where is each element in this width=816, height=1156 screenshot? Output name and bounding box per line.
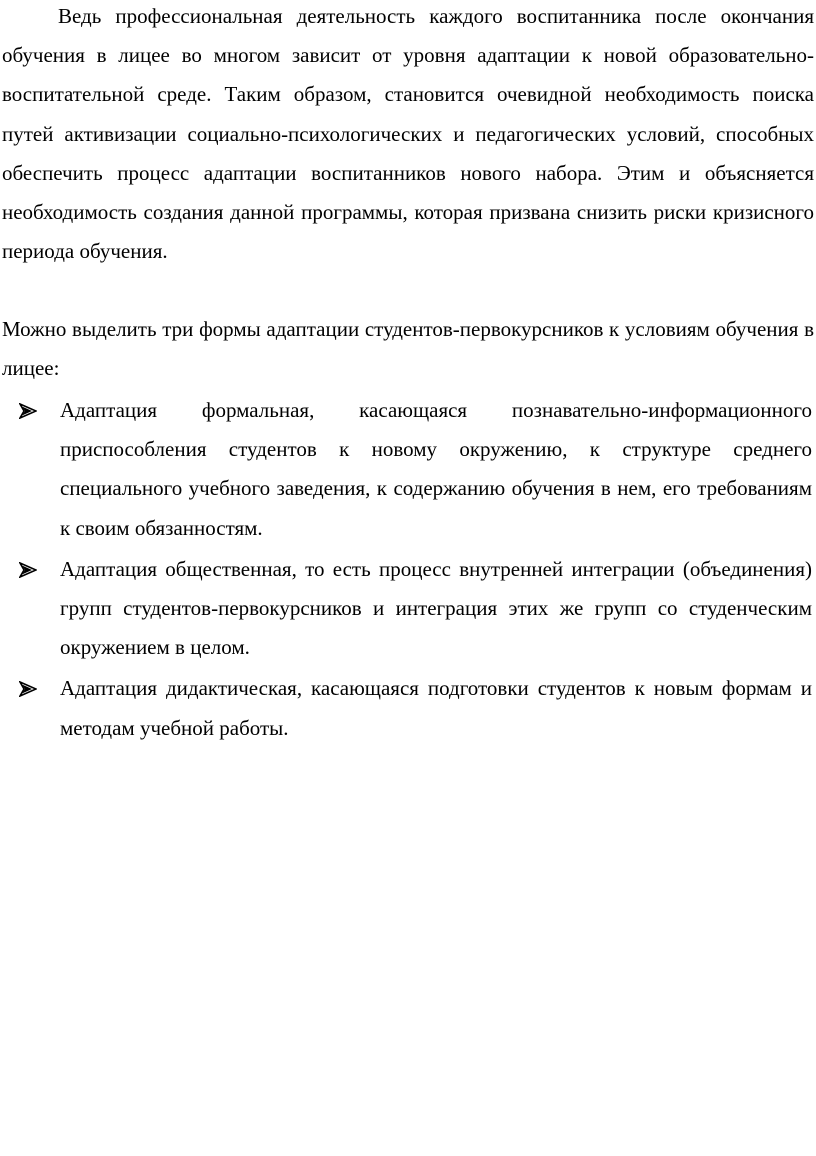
intro-paragraph: Ведь профессиональная деятельность каждого воспитанника после окончания обучения в лицее во многом зависит от уровня адаптации к новой образовательно-воспитательной среде. Таким образом, становится очевидной необходимость поиска путей активизации социально-психологических и педагогических условий, способных обеспечить процесс адаптации воспитанников нового набора. Этим и объясняется необходимость создания данной программы, которая призвана снизить риски кризисного периода обучения.: [2, 4, 814, 264]
list-item-text: Адаптация общественная, то есть процесс внутренней интеграции (объединения) групп студентов-первокурсников и интеграция этих же групп со студенческим окружением в целом.: [60, 556, 812, 660]
list-item-text: Адаптация дидактическая, касающаяся подготовки студентов к новым формам и методам учебной работы.: [60, 676, 812, 740]
list-item: [0, 391, 812, 548]
arrow-bullet-icon: [19, 403, 37, 419]
list-item-text: Адаптация формальная, касающаяся познавательно-информационного приспособления студентов к новому окружению, к структуре среднего специального учебного заведения, к содержанию обучения в нем, его требованиям к своим обязанностям.: [60, 398, 812, 540]
list-item: [0, 669, 812, 747]
adaptation-forms-list: [0, 391, 816, 748]
list-item: [0, 550, 812, 668]
arrow-bullet-icon: [19, 681, 37, 697]
forms-intro-paragraph: Можно выделить три формы адаптации студентов-первокурсников к условиям обучения в лицее:: [2, 317, 814, 381]
arrow-bullet-icon: [19, 562, 37, 578]
